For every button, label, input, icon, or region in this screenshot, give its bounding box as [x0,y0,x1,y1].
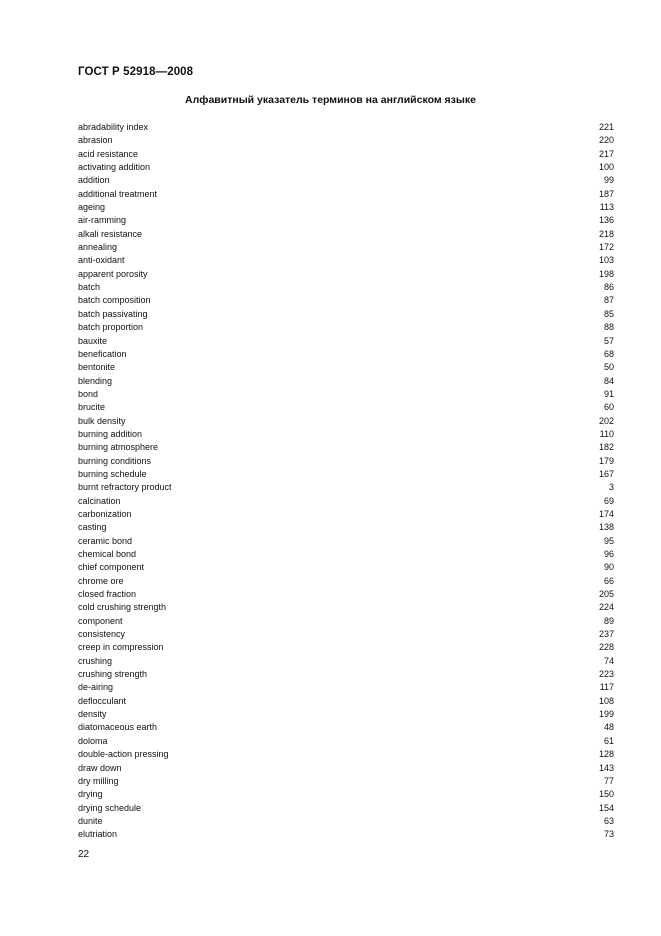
index-page-ref: 117 [599,682,614,693]
index-entry [78,615,614,628]
index-term: ageing [78,202,106,213]
index-term: dry milling [78,775,119,786]
index-entry [78,548,614,561]
index-page-ref: 84 [603,375,614,386]
index-page-ref: 108 [598,695,614,706]
index-entry [78,468,614,481]
index-entry [78,321,614,334]
index-term: drying [78,789,103,800]
index-term: bauxite [78,335,108,346]
index-entry [78,495,614,508]
index-entry [78,121,614,134]
index-entry [78,388,614,401]
index-entry [78,681,614,694]
index-entry [78,241,614,254]
index-entry [78,721,614,734]
index-term: chrome ore [78,575,124,586]
index-entry [78,174,614,187]
index-page-ref: 86 [603,282,614,293]
index-entry [78,628,614,641]
index-term: chemical bond [78,549,137,559]
index-entry [78,268,614,281]
index-term: additional treatment [78,188,158,199]
index-entry [78,708,614,721]
index-term: batch passivating [78,308,148,319]
index-page-ref: 74 [603,655,614,666]
index-page-ref: 138 [598,522,614,533]
index-term: abradability index [78,122,149,132]
index-entry [78,441,614,454]
index-page-ref: 205 [598,589,614,600]
index-page-ref: 110 [599,428,614,439]
index-term: blending [78,375,113,386]
index-page-ref: 187 [598,188,614,199]
index-term: burning conditions [78,455,152,466]
index-page-ref: 96 [603,549,614,559]
index-term: burning atmosphere [78,442,159,453]
index-page-ref: 95 [603,535,614,546]
index-page-ref: 57 [603,335,614,346]
index-page-ref: 73 [603,829,614,840]
index-term: burning addition [78,428,143,439]
index-entry [78,575,614,588]
index-term: batch [78,282,101,293]
index-entry [78,815,614,828]
index-page-ref: 167 [598,468,614,479]
index-term: double-action pressing [78,749,169,760]
index-list [78,121,614,842]
index-term: casting [78,522,107,533]
index-term: abrasion [78,135,113,146]
index-page-ref: 63 [603,815,614,826]
index-entry [78,588,614,601]
index-page-ref: 87 [603,295,614,306]
index-term: brucite [78,402,106,413]
index-entry [78,201,614,214]
index-page-ref: 128 [598,749,614,760]
index-term: alkali resistance [78,228,143,239]
index-entry [78,348,614,361]
index-entry [78,735,614,748]
index-entry [78,308,614,321]
index-entry [78,455,614,468]
index-term: creep in compression [78,642,164,653]
index-term: consistency [78,629,126,640]
index-term: annealing [78,242,118,253]
index-page-ref: 154 [598,802,614,813]
index-term: burning schedule [78,468,147,479]
index-entry [78,641,614,654]
index-term: doloma [78,735,108,746]
index-term: diatomaceous earth [78,722,158,733]
index-entry [78,148,614,161]
index-page-ref: 218 [598,228,614,239]
index-term: apparent porosity [78,268,148,279]
index-entry [78,415,614,428]
index-entry [78,428,614,441]
index-term: batch proportion [78,322,144,333]
index-entry [78,695,614,708]
index-entry [78,335,614,348]
index-entry [78,188,614,201]
index-term: crushing [78,655,113,666]
index-title: Алфавитный указатель терминов на английском языке [185,94,476,106]
index-term: closed fraction [78,589,137,600]
index-page-ref: 172 [598,242,614,253]
index-page-ref: 77 [603,775,614,786]
index-entry [78,161,614,174]
index-entry [78,762,614,775]
index-entry [78,375,614,388]
index-term: carbonization [78,508,132,519]
index-entry [78,775,614,788]
index-entry [78,828,614,841]
index-entry [78,748,614,761]
index-page-ref: 50 [603,362,614,373]
index-term: chief component [78,562,145,573]
index-page-ref: 136 [598,215,614,226]
index-page-ref: 68 [603,348,614,359]
index-term: component [78,615,123,626]
index-page-ref: 90 [603,562,614,573]
index-term: batch composition [78,295,151,306]
index-entry [78,561,614,574]
index-page-ref: 103 [598,255,614,266]
index-page-ref: 61 [603,735,614,746]
index-page-ref: 89 [603,615,614,626]
index-page-ref: 179 [598,455,614,466]
index-term: burnt refractory product [78,482,172,493]
index-term: acid resistance [78,148,139,159]
index-page-ref: 220 [598,135,614,146]
index-entry [78,601,614,614]
index-page-ref: 224 [598,602,614,613]
index-page-ref: 85 [603,308,614,319]
index-term: anti-oxidant [78,255,125,266]
index-entry [78,521,614,534]
index-term: de-airing [78,682,114,693]
index-page-ref: 223 [598,669,614,680]
index-term: bentonite [78,362,116,373]
index-page-ref: 202 [598,415,614,426]
index-entry [78,481,614,494]
index-term: activating addition [78,162,151,173]
index-page-ref: 66 [603,575,614,586]
index-page-ref: 199 [598,709,614,720]
index-entry [78,788,614,801]
index-term: air-ramming [78,215,127,226]
index-entry [78,281,614,294]
index-entry [78,214,614,227]
index-term: ceramic bond [78,535,133,546]
index-page-ref: 60 [603,402,614,413]
document-code: ГОСТ Р 52918—2008 [78,66,194,78]
index-term: drying schedule [78,802,142,813]
index-entry [78,668,614,681]
index-page-ref: 143 [598,762,614,773]
index-term: deflocculant [78,695,127,706]
index-term: cold crushing strength [78,602,167,613]
index-page-ref: 88 [603,322,614,333]
index-page-ref: 182 [598,442,614,453]
index-page-ref: 228 [598,642,614,653]
index-term: bond [78,388,99,399]
index-term: benefication [78,348,127,359]
index-entry [78,228,614,241]
index-term: density [78,709,107,720]
index-term: calcination [78,495,121,506]
index-entry [78,401,614,414]
index-page-ref: 221 [598,122,614,132]
index-page-ref: 48 [603,722,614,733]
index-page-ref: 3 [608,482,614,493]
index-page-ref: 91 [603,388,614,399]
index-page-ref: 150 [598,789,614,800]
index-page-ref: 174 [598,508,614,519]
index-page-ref: 217 [598,148,614,159]
index-page-ref: 237 [598,629,614,640]
index-term: dunite [78,815,103,826]
index-page-ref: 69 [603,495,614,506]
index-entry [78,535,614,548]
index-page-ref: 198 [598,268,614,279]
index-entry [78,508,614,521]
index-term: bulk density [78,415,126,426]
index-term: draw down [78,762,122,773]
index-page-ref: 100 [598,162,614,173]
index-entry [78,134,614,147]
index-entry [78,254,614,267]
index-term: addition [78,175,110,186]
index-entry [78,361,614,374]
index-term: crushing strength [78,669,148,680]
page-number: 22 [78,849,90,860]
index-entry [78,655,614,668]
index-entry [78,802,614,815]
index-page-ref: 99 [603,175,614,186]
index-term: elutriation [78,829,118,840]
index-entry [78,294,614,307]
index-page-ref: 113 [599,202,614,213]
